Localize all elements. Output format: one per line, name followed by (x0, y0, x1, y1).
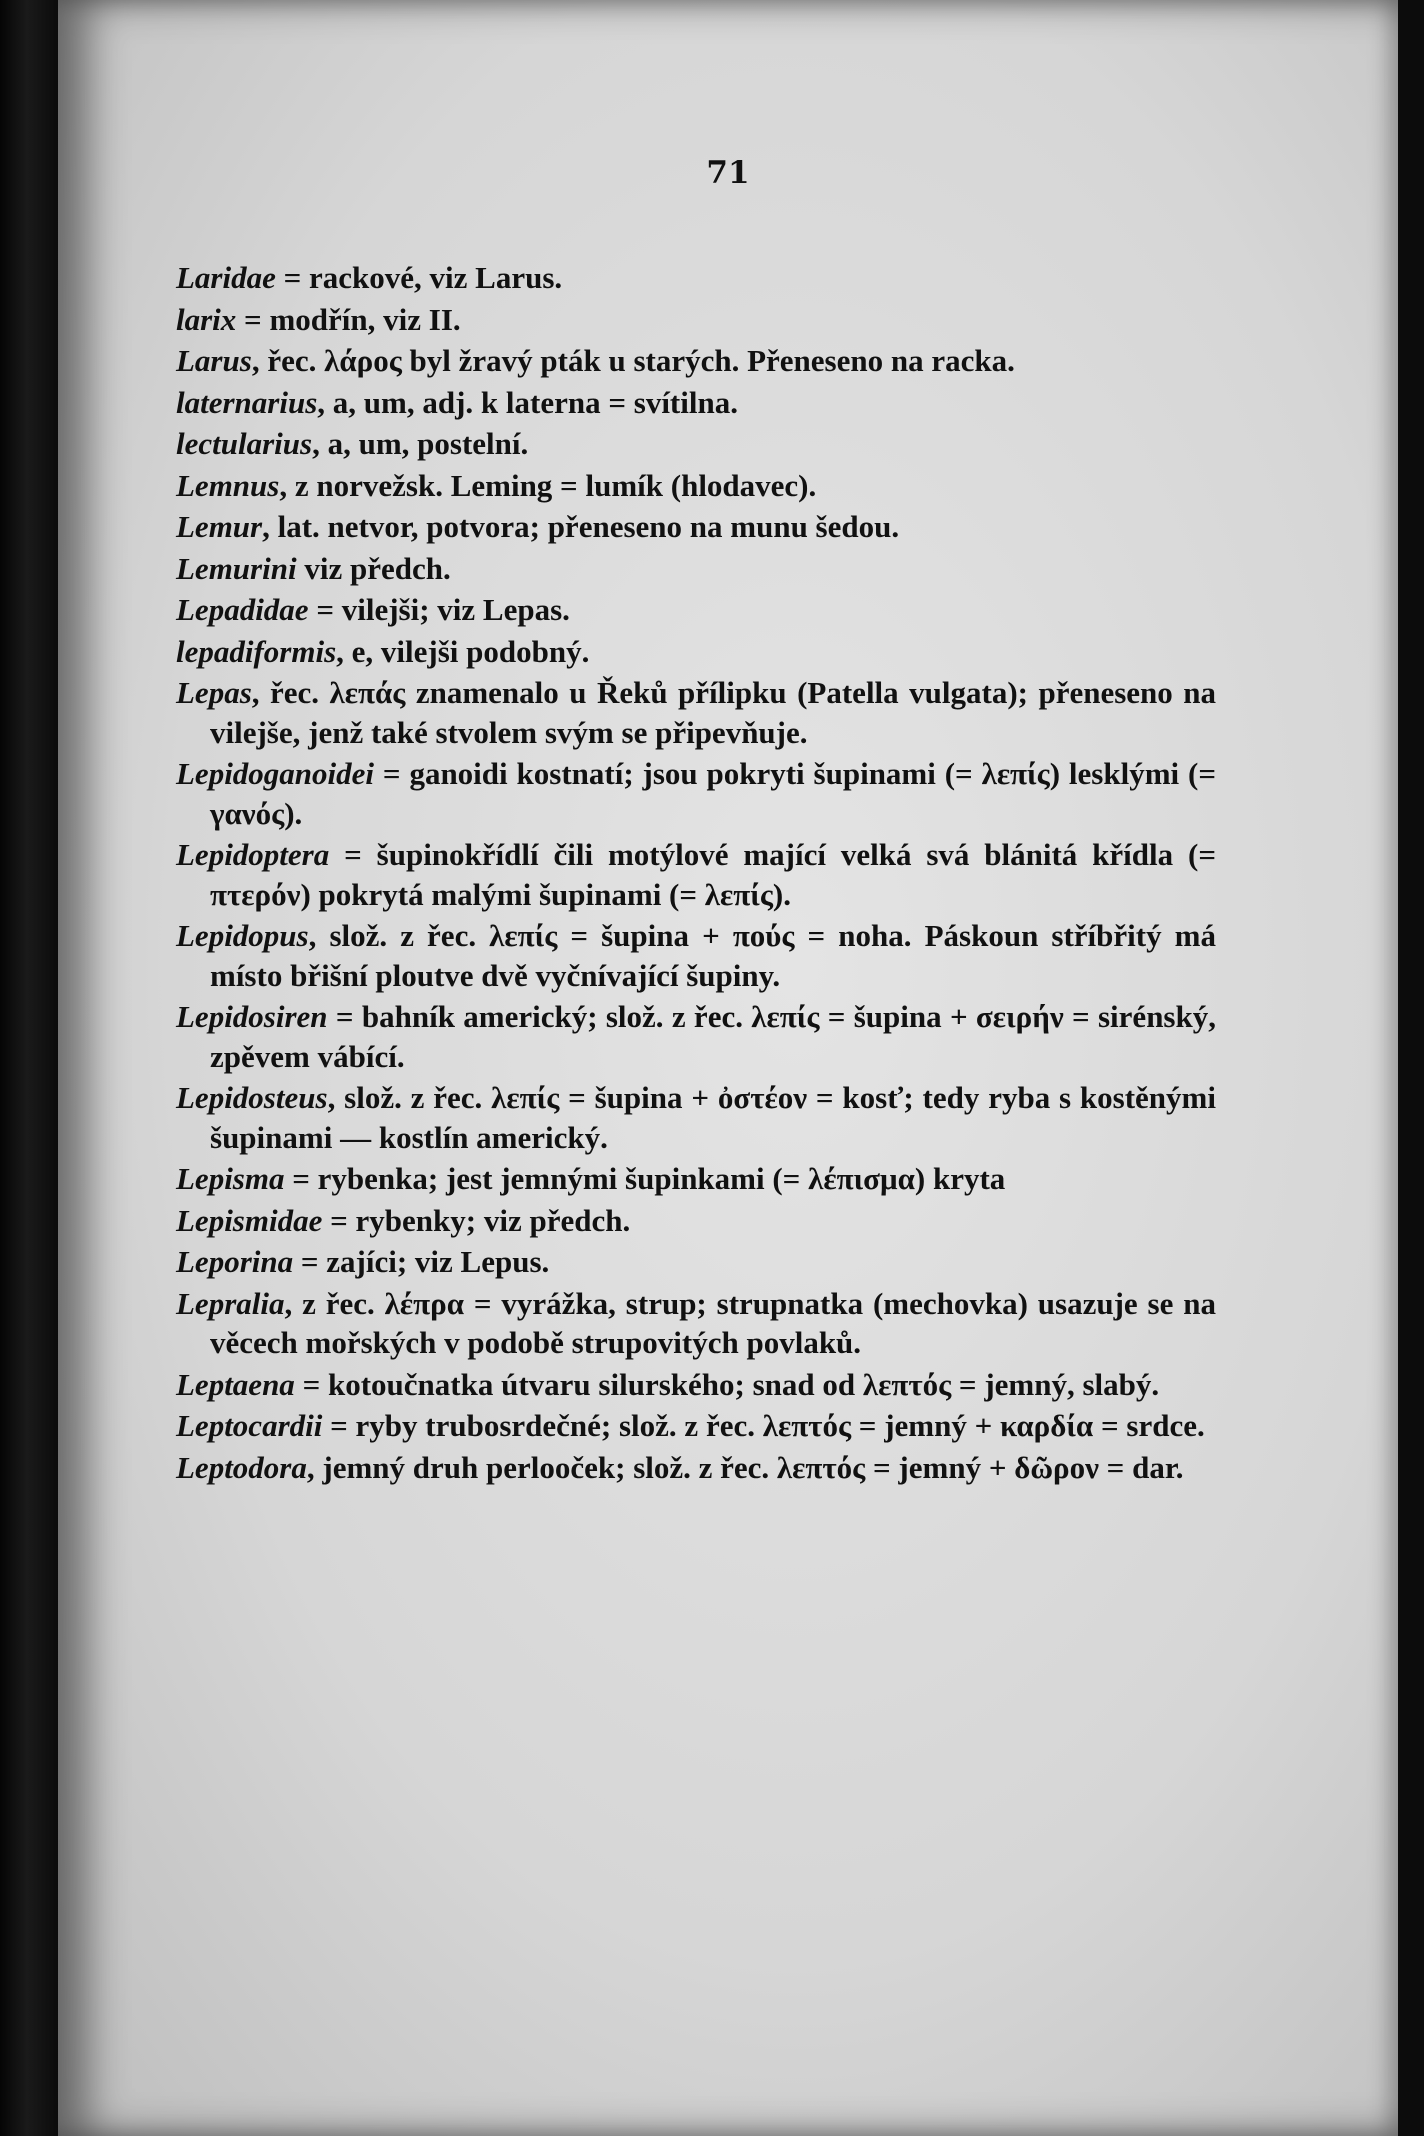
entry-headword: Leptocardii (176, 1408, 323, 1443)
entry-definition: = rackové, viz Larus. (275, 260, 563, 295)
entry-leptocardii (176, 1406, 1216, 1446)
entry-lectularius (176, 424, 1216, 464)
entry-laridae (176, 258, 1216, 298)
entry-definition: = modřín, viz II. (236, 301, 461, 337)
entry-lepadiformis (176, 632, 1216, 672)
entry-headword: Larus (176, 343, 252, 378)
entry-definition: viz předch. (296, 550, 451, 586)
entry-lepidosiren (176, 997, 1216, 1076)
entry-headword: Leptodora (176, 1449, 307, 1485)
entry-leptaena (176, 1365, 1216, 1405)
entry-definition: , slož. z řec. λεπίς = šupina + ὀστέον = kosť; tedy ryba s kostěnými šupinami — kostlín americký. (210, 1080, 1216, 1155)
entry-definition: = zajíci; viz Lepus. (293, 1244, 550, 1279)
entry-lepas (176, 673, 1216, 752)
entry-headword: Lepralia (176, 1285, 285, 1321)
entry-headword: Lepisma (176, 1161, 285, 1196)
entry-headword: Lepismidae (176, 1202, 323, 1238)
entry-definition: , a, um, postelní. (312, 426, 529, 461)
entry-definition: = rybenka; jest jemnými šupinkami (= λέπισμα) kryta (284, 1161, 1006, 1196)
entry-definition: , lat. netvor, potvora; přeneseno na munu šedou. (262, 509, 900, 544)
entry-headword: larix (176, 301, 237, 337)
entry-headword: Lemurini (176, 550, 297, 586)
entry-definition: = rybenky; viz předch. (322, 1202, 631, 1238)
entry-headword: Lepadidae (176, 592, 309, 627)
entry-definition: , a, um, adj. k laterna = svítilna. (317, 384, 738, 420)
entry-lemur (176, 507, 1216, 547)
entry-definition: , řec. λεπάς znamenalo u Řeků přílipku (Patella vulgata); přeneseno na vilejše, jenž také stvolem svým se připevňuje. (210, 675, 1216, 750)
entry-headword: Lepidopus (176, 918, 309, 953)
entry-lepralia (176, 1284, 1216, 1363)
entry-lepidopus (176, 916, 1216, 995)
entry-headword: lepadiformis (176, 633, 337, 669)
entry-definition: = šupinokřídlí čili motýlové mající velká svá blánitá křídla (= πτερόν) pokrytá malými šupinami (= λεπίς). (210, 837, 1216, 912)
entry-definition: = kotoučnatka útvaru silurského; snad od λεπτός = jemný, slabý. (294, 1366, 1160, 1402)
entry-leporina (176, 1242, 1216, 1282)
entry-headword: Lepas (176, 675, 252, 710)
entry-headword: Lemur (176, 509, 263, 544)
entry-lepismidae (176, 1201, 1216, 1241)
entry-definition: = bahník americký; slož. z řec. λεπίς = šupina + σειρήν = sirénský, zpěvem vábící. (210, 999, 1216, 1074)
entry-lemurini (176, 549, 1216, 589)
entry-headword: Leporina (176, 1244, 294, 1279)
entry-lepidosteus (176, 1078, 1216, 1157)
entry-headword: Lemnus (176, 467, 280, 503)
dictionary-entries (176, 258, 1216, 1489)
entry-definition: = vilejši; viz Lepas. (308, 592, 570, 627)
entry-headword: Lepidosiren (176, 999, 328, 1034)
entry-headword: Lepidoganoidei (176, 756, 375, 791)
entry-definition: , jemný druh perlooček; slož. z řec. λεπτός = jemný + δῶρον = dar. (306, 1449, 1184, 1485)
entry-lepisma (176, 1159, 1216, 1199)
entry-definition: = ganoidi kostnatí; jsou pokryti šupinami (= λεπίς) lesklými (= γανός). (210, 756, 1216, 831)
entry-definition: , e, vilejši podobný. (336, 633, 590, 669)
entry-definition: = ryby trubosrdečné; slož. z řec. λεπτός = jemný + καρδία = srdce. (322, 1408, 1205, 1443)
entry-definition: , z norvežsk. Leming = lumík (hlodavec). (279, 467, 817, 503)
entry-larix (176, 300, 1216, 340)
entry-definition: , řec. λάρος byl žravý pták u starých. Přeneseno na racka. (251, 343, 1015, 378)
entry-lepadidae (176, 590, 1216, 630)
entry-lepidoptera (176, 835, 1216, 914)
entry-headword: Lepidoptera (176, 837, 330, 872)
entry-headword: laternarius (176, 384, 318, 420)
page-number: 71 (706, 155, 750, 191)
entry-headword: Laridae (176, 260, 276, 295)
entry-definition: , slož. z řec. λεπίς = šupina + πούς = noha. Páskoun stříbřitý má místo břišní ploutve dvě vyčnívající šupiny. (210, 918, 1216, 993)
entry-headword: Lepidosteus (176, 1080, 328, 1115)
entry-definition: , z řec. λέπρα = vyrážka, strup; strupnatka (mechovka) usazuje se na věcech mořských v podobě strupovitých povlaků. (210, 1285, 1216, 1360)
book-spine-shadow (0, 0, 60, 2136)
book-page (58, 0, 1398, 2136)
entry-leptodora (176, 1448, 1216, 1488)
entry-laternarius (176, 383, 1216, 423)
entry-lemnus (176, 466, 1216, 506)
entry-headword: Leptaena (176, 1366, 295, 1402)
entry-headword: lectularius (176, 426, 313, 461)
entry-larus (176, 341, 1216, 381)
entry-lepidoganoidei (176, 754, 1216, 833)
